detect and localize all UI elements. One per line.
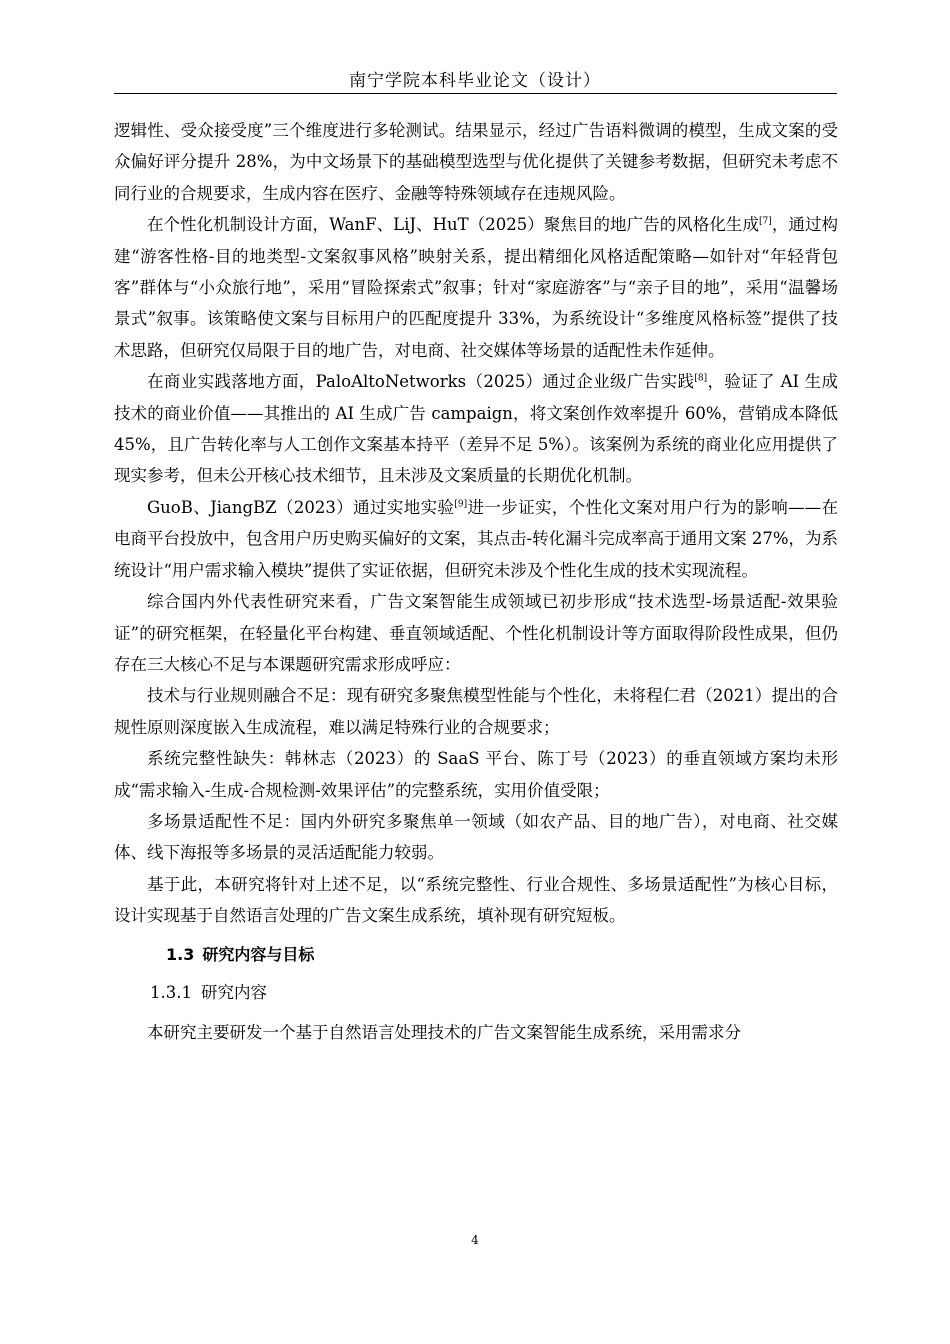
document-body <box>114 115 838 1048</box>
paragraph-research-content: 本研究主要研发一个基于自然语言处理技术的广告文案智能生成系统，采用需求分 <box>147 1022 741 1042</box>
paragraph-commercial-practice <box>114 366 838 492</box>
page-header-title: 南宁学院本科毕业论文（设计） <box>349 71 601 91</box>
paragraph-text: GuoB、JiangBZ（2023）通过实地实验 <box>147 497 455 517</box>
page-number: 4 <box>471 1233 479 1247</box>
section-heading <box>166 937 838 973</box>
paragraph-personalization <box>114 209 838 366</box>
paragraph-continued: 逻辑性、受众接受度”三个维度进行多轮测试。结果显示，经过广告语料微调的模型，生成文案的受众偏好评分提升 28%，为中文场景下的基础模型选型与优化提供了关键参考数据，但研究未考虑不同行业的合规要求，生成内容在医疗、金融等特殊领域存在违规风险。 <box>114 121 838 203</box>
paragraph-conclusion: 基于此，本研究将针对上述不足，以“系统完整性、行业合规性、多场景适配性”为核心目标，设计实现基于自然语言处理的广告文案生成系统，填补现有研究短板。 <box>114 874 838 926</box>
section-title: 研究内容与目标 <box>202 944 315 964</box>
header-divider <box>114 93 837 94</box>
subsection-title: 研究内容 <box>200 982 267 1002</box>
paragraph-text: ，通过构建“游客性格-目的地类型-文案叙事风格”映射关系，提出精细化风格适配策略—如针对“年轻背包客”群体与“小众旅行地”，采用“冒险探索式”叙事；针对“家庭游客”与“亲子目的地”，采用“温馨场景式”叙事。该策略使文案与目标用户的匹配度提升 33%，为系统设计“多维度风格标签”提供了技术思路，但研究仅局限于目的地广告，对电商、社交媒体等场景的适配性未作延伸。 <box>114 215 838 360</box>
subsection-number: 1.3.1 <box>150 982 192 1002</box>
paragraph-shortcoming-3: 多场景适配性不足：国内外研究多聚焦单一领域（如农产品、目的地广告），对电商、社交媒体、线下海报等多场景的灵活适配能力较弱。 <box>114 811 838 863</box>
paragraph-text: 在商业实践落地方面，PaloAltoNetworks（2025）通过企业级广告实践 <box>147 372 695 392</box>
section-number: 1.3 <box>166 944 195 964</box>
citation-ref: [9] <box>454 499 468 510</box>
paragraph-summary: 综合国内外代表性研究来看，广告文案智能生成领域已初步形成“技术选型-场景适配-效果验证”的研究框架，在轻量化平台构建、垂直领域适配、个性化机制设计等方面取得阶段性成果，但仍存在三大核心不足与本课题研究需求形成呼应： <box>114 592 838 674</box>
paragraph-text: 进一步证实，个性化文案对用户行为的影响——在电商平台投放中，包含用户历史购买偏好的文案，其点击-转化漏斗完成率高于通用文案 27%，为系统设计“用户需求输入模块”提供了实证依据，但研究未涉及个性化生成的技术实现流程。 <box>114 497 838 580</box>
citation-ref: [8] <box>694 373 708 384</box>
paragraph-text: ，验证了 AI 生成技术的商业价值——其推出的 AI 生成广告 campaign，将文案创作效率提升 60%，营销成本降低 45%，且广告转化率与人工创作文案基本持平（差异不足 5%）。该案例为系统的商业化应用提供了现实参考，但未公开核心技术细节，且未涉及文案质量的长期优化机制。 <box>114 372 838 486</box>
paragraph-shortcoming-2: 系统完整性缺失：韩林志（2023）的 SaaS 平台、陈丁号（2023）的垂直领域方案均未形成“需求输入-生成-合规检测-效果评估”的完整系统，实用价值受限； <box>114 749 838 800</box>
citation-ref: [7] <box>759 216 772 227</box>
subsection-heading <box>150 975 838 1011</box>
paragraph-text: 在个性化机制设计方面，WanF、LiJ、HuT（2025）聚焦目的地广告的风格化生成 <box>147 215 760 235</box>
paragraph-field-experiment <box>114 492 838 586</box>
paragraph-shortcoming-1: 技术与行业规则融合不足：现有研究多聚焦模型性能与个性化，未将程仁君（2021）提出的合规性原则深度嵌入生成流程，难以满足特殊行业的合规要求； <box>114 686 838 737</box>
